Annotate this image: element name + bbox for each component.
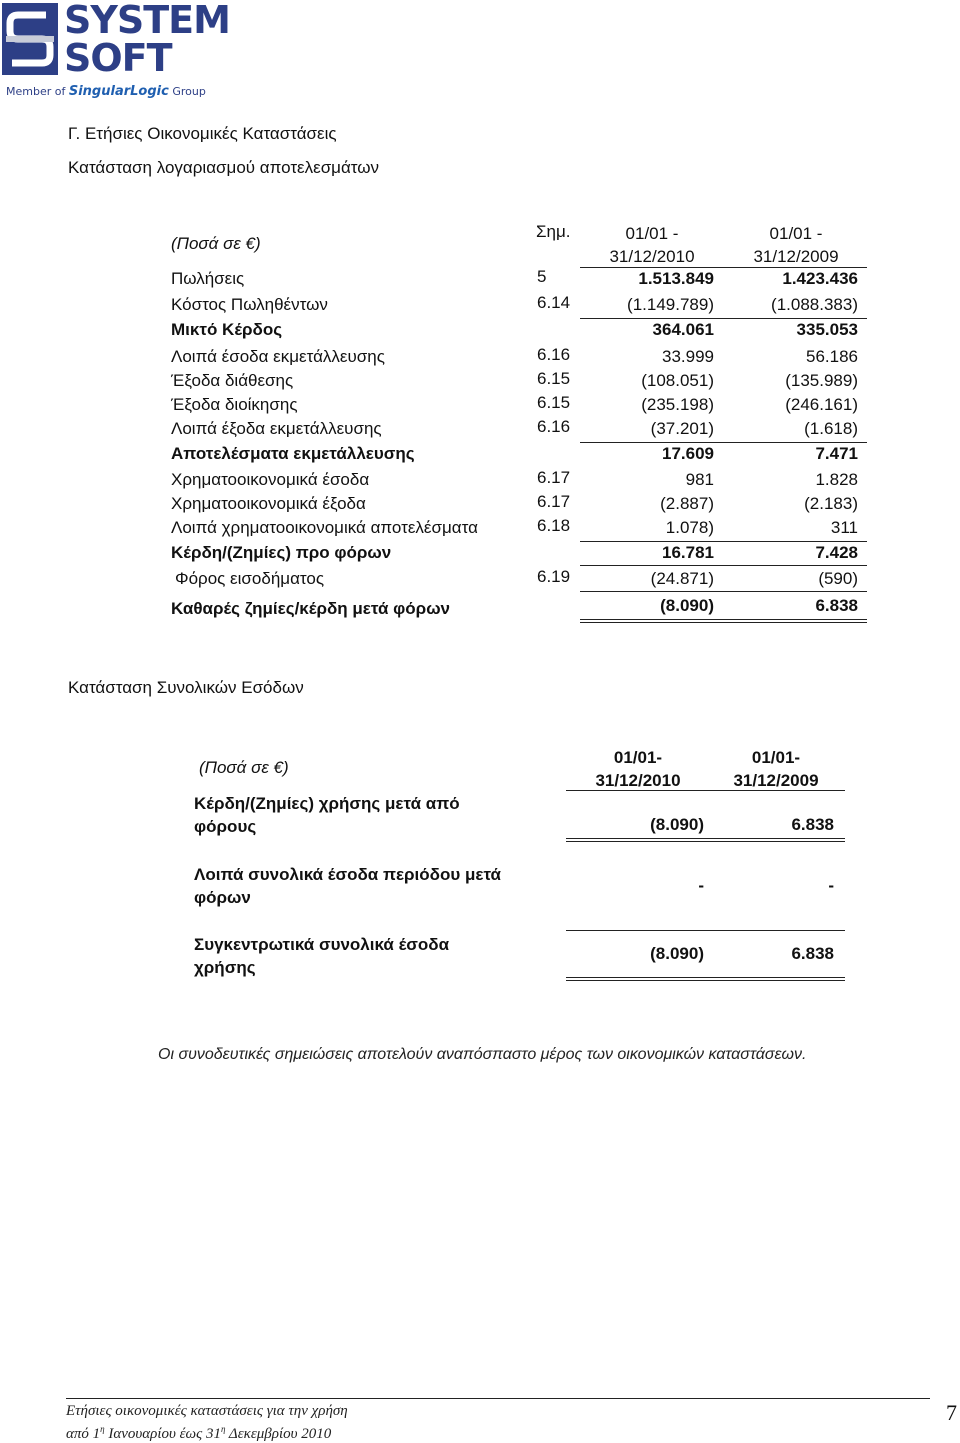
section-title: Γ. Ετήσιες Οικονομικές Καταστάσεις (68, 124, 337, 143)
income-row-label: Αποτελέσματα εκμετάλλευσης (171, 444, 415, 463)
comp-value-2009: - (828, 876, 834, 895)
income-row-note: 6.15 (537, 393, 571, 412)
income-row-label: Πωλήσεις (171, 269, 245, 288)
income-row-note: 6.19 (537, 567, 571, 586)
income-row-note: 6.14 (537, 293, 571, 312)
income-value-2010: (8.090) (660, 596, 714, 615)
income-value-2009: 335.053 (796, 320, 858, 339)
comp-value-2010: (8.090) (650, 815, 704, 834)
income-value-2009: 56.186 (806, 347, 858, 366)
income-row-label: Κόστος Πωληθέντων (171, 295, 328, 314)
comp-row-rule (566, 930, 845, 931)
comp-row-label: Λοιπά συνολικά έσοδα περιόδου μετά φόρων (194, 865, 502, 907)
comp-row-label: Συγκεντρωτικά συνολικά έσοδα χρήσης (194, 935, 450, 977)
income-value-2009: 7.471 (815, 444, 858, 463)
income-row-label: Χρηματοοικονομικά έξοδα (171, 494, 366, 513)
logo-brand: SingularLogic (68, 84, 169, 99)
footnote: Οι συνοδευτικές σημειώσεις αποτελούν αναπόσπαστο μέρος των οικονομικών καταστάσεων. (158, 1046, 807, 1063)
income-statement-title: Κατάσταση λογαριασμού αποτελεσμάτων (68, 158, 380, 177)
logo-member-of: Member of (6, 85, 66, 98)
income-value-2009: (1.618) (804, 419, 858, 438)
income-value-2009: 6.838 (815, 596, 858, 615)
income-value-2009: 7.428 (815, 543, 858, 562)
income-value-2009: (1.088.383) (771, 295, 858, 314)
income-value-2009: 1.828 (815, 470, 858, 489)
comp-col-2010-header: 01/01- 31/12/2010 (595, 748, 681, 790)
income-row-label: Λοιπά χρηματοοικονομικά αποτελέσματα (171, 518, 478, 537)
page-number: 7 (946, 1400, 957, 1425)
income-row-label: Λοιπά έξοδα εκμετάλλευσης (171, 419, 382, 438)
income-value-2010: (24.871) (650, 569, 714, 588)
income-row-label: Κέρδη/(Ζημίες) προ φόρων (171, 543, 392, 562)
income-value-2010: (108.051) (641, 371, 714, 390)
income-row-note: 6.17 (537, 468, 571, 487)
comp-currency-label: (Ποσά σε €) (199, 758, 289, 777)
income-currency-label: (Ποσά σε €) (171, 234, 261, 253)
income-row-label: Χρηματοοικονομικά έσοδα (171, 470, 370, 489)
income-value-2010: 1.078) (665, 518, 714, 537)
income-value-2010: (2.887) (660, 494, 714, 513)
income-value-2009: (246.161) (785, 395, 858, 414)
income-row-label: Έξοδα διάθεσης (171, 371, 294, 390)
income-value-2010: (1.149.789) (627, 295, 714, 314)
logo-line2: SOFT (64, 36, 172, 80)
comp-row-label: Κέρδη/(Ζημίες) χρήσης μετά από φόρους (194, 794, 460, 836)
income-row-note: 6.18 (537, 516, 571, 535)
income-row-note: 6.17 (537, 492, 571, 511)
income-row-note: 6.15 (537, 369, 571, 388)
income-value-2010: 16.781 (662, 543, 714, 562)
comp-total-rule (566, 977, 845, 981)
income-row-label: Φόρος εισοδήματος (175, 569, 325, 588)
income-value-2010: 1.513.849 (638, 269, 714, 288)
income-value-2010: 33.999 (662, 347, 714, 366)
logo-group: Group (172, 85, 206, 98)
logo-line1: SYSTEM (64, 0, 230, 42)
income-row-label: Μικτό Κέρδος (171, 320, 283, 339)
income-value-2009: 1.423.436 (782, 269, 858, 288)
footer-line1: Ετήσιες οικονομικές καταστάσεις για την χρήση (66, 1403, 348, 1419)
income-row-note: 6.16 (537, 417, 571, 436)
comprehensive-income-title: Κατάσταση Συνολικών Εσόδων (68, 678, 304, 697)
comp-row-rule (566, 838, 845, 842)
income-value-2009: 311 (830, 518, 858, 537)
income-col-2009-header: 01/01 - 31/12/2009 (753, 224, 839, 266)
footer-line2: από $1^\eta$ Ιανουαρίου έως $31^\eta$ Δεκεμβρίου 2010 (66, 1424, 332, 1442)
income-value-2009: (590) (818, 569, 858, 588)
income-row-label: Λοιπά έσοδα εκμετάλλευσης (171, 347, 385, 366)
comp-col-2009-header: 01/01- 31/12/2009 (733, 748, 819, 790)
comp-value-2009: 6.838 (791, 944, 834, 963)
comp-value-2010: (8.090) (650, 944, 704, 963)
income-value-2009: (135.989) (785, 371, 858, 390)
comp-value-2009: 6.838 (791, 815, 834, 834)
income-value-2010: 981 (685, 470, 714, 489)
income-row-label: Καθαρές ζημίες/κέρδη μετά φόρων (171, 599, 451, 618)
comp-header-underline (566, 790, 845, 791)
income-row-label: Έξοδα διοίκησης (171, 395, 298, 414)
income-note-header: Σημ. (536, 222, 571, 241)
income-value-2010: (37.201) (650, 419, 714, 438)
income-value-2010: 17.609 (662, 444, 714, 463)
income-row-note: 6.16 (537, 345, 571, 364)
footer-rule (66, 1398, 930, 1399)
income-col-2010-header: 01/01 - 31/12/2010 (609, 224, 695, 266)
comp-value-2010: - (698, 876, 704, 895)
income-value-2010: (235.198) (641, 395, 714, 414)
income-value-2009: (2.183) (804, 494, 858, 513)
income-value-2010: 364.061 (652, 320, 714, 339)
income-row-note: 5 (537, 267, 547, 286)
